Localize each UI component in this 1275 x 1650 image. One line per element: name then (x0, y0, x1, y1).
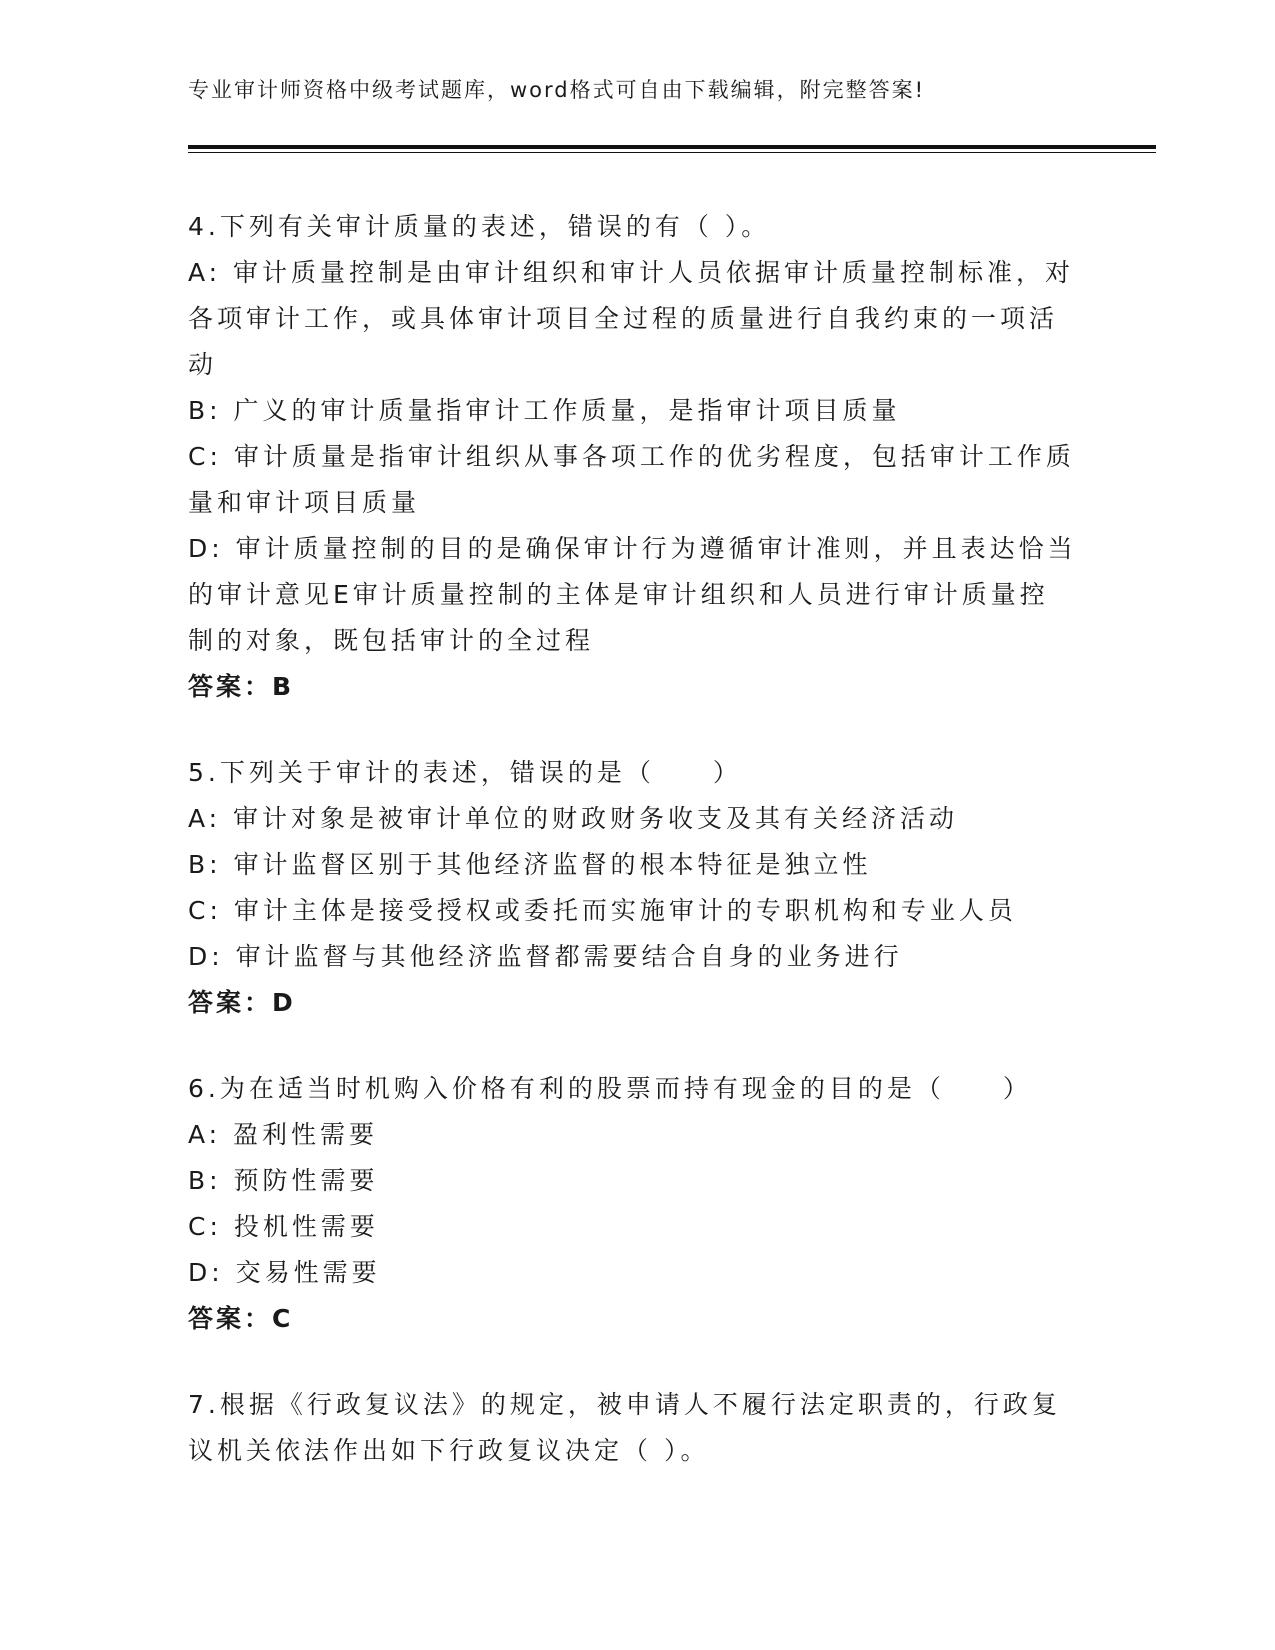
question-6-line-2: A: 盈利性需要 (188, 1120, 379, 1149)
question-6-line-3: B: 预防性需要 (188, 1166, 379, 1195)
question-5 (188, 750, 1088, 1026)
question-5-line-5: D: 审计监督与其他经济监督都需要结合自身的业务进行 (188, 942, 903, 971)
question-4-line-4: 动 (188, 350, 218, 379)
question-7-line-2: 议机关依法作出如下行政复议决定（ ）。 (188, 1436, 710, 1465)
question-4-answer: 答案：B (188, 672, 295, 701)
question-4-line-3: 各项审计工作，或具体审计项目全过程的质量进行自我约束的一项活 (188, 304, 1059, 333)
question-4-line-6: C: 审计质量是指审计组织从事各项工作的优劣程度，包括审计工作质 (188, 442, 1075, 471)
question-6-line-4: C: 投机性需要 (188, 1212, 379, 1241)
header-rule-thick (188, 145, 1156, 149)
question-4-line-9: 的审计意见E审计质量控制的主体是审计组织和人员进行审计质量控 (188, 580, 1049, 609)
question-6-line-5: D: 交易性需要 (188, 1258, 381, 1287)
question-5-line-4: C: 审计主体是接受授权或委托而实施审计的专职机构和专业人员 (188, 896, 1017, 925)
page-header-text: 专业审计师资格中级考试题库，word格式可自由下载编辑，附完整答案! (188, 78, 926, 102)
question-5-answer: 答案：D (188, 988, 296, 1017)
question-4-line-5: B: 广义的审计质量指审计工作质量，是指审计项目质量 (188, 396, 901, 425)
question-4-line-7: 量和审计项目质量 (188, 488, 421, 517)
question-5-line-2: A: 审计对象是被审计单位的财政财务收支及其有关经济活动 (188, 804, 959, 833)
question-4-line-8: D: 审计质量控制的目的是确保审计行为遵循审计准则，并且表达恰当 (188, 534, 1077, 563)
question-7 (188, 1382, 1088, 1474)
question-4-line-1: 4.下列有关审计质量的表述，错误的有（ ）。 (188, 212, 771, 241)
question-list (188, 204, 1088, 1514)
question-5-line-3: B: 审计监督区别于其他经济监督的根本特征是独立性 (188, 850, 872, 879)
question-4-line-2: A: 审计质量控制是由审计组织和审计人员依据审计质量控制标准，对 (188, 258, 1075, 287)
question-4 (188, 204, 1088, 710)
question-6-line-1: 6.为在适当时机购入价格有利的股票而持有现金的目的是（ ） (188, 1074, 1032, 1103)
question-6-answer: 答案：C (188, 1304, 294, 1333)
question-4-line-10: 制的对象，既包括审计的全过程 (188, 626, 595, 655)
question-5-line-1: 5.下列关于审计的表述，错误的是（ ） (188, 758, 742, 787)
header-rule-thin (188, 152, 1156, 153)
question-7-line-1: 7.根据《行政复议法》的规定，被申请人不履行法定职责的，行政复 (188, 1390, 1061, 1419)
question-6 (188, 1066, 1088, 1342)
